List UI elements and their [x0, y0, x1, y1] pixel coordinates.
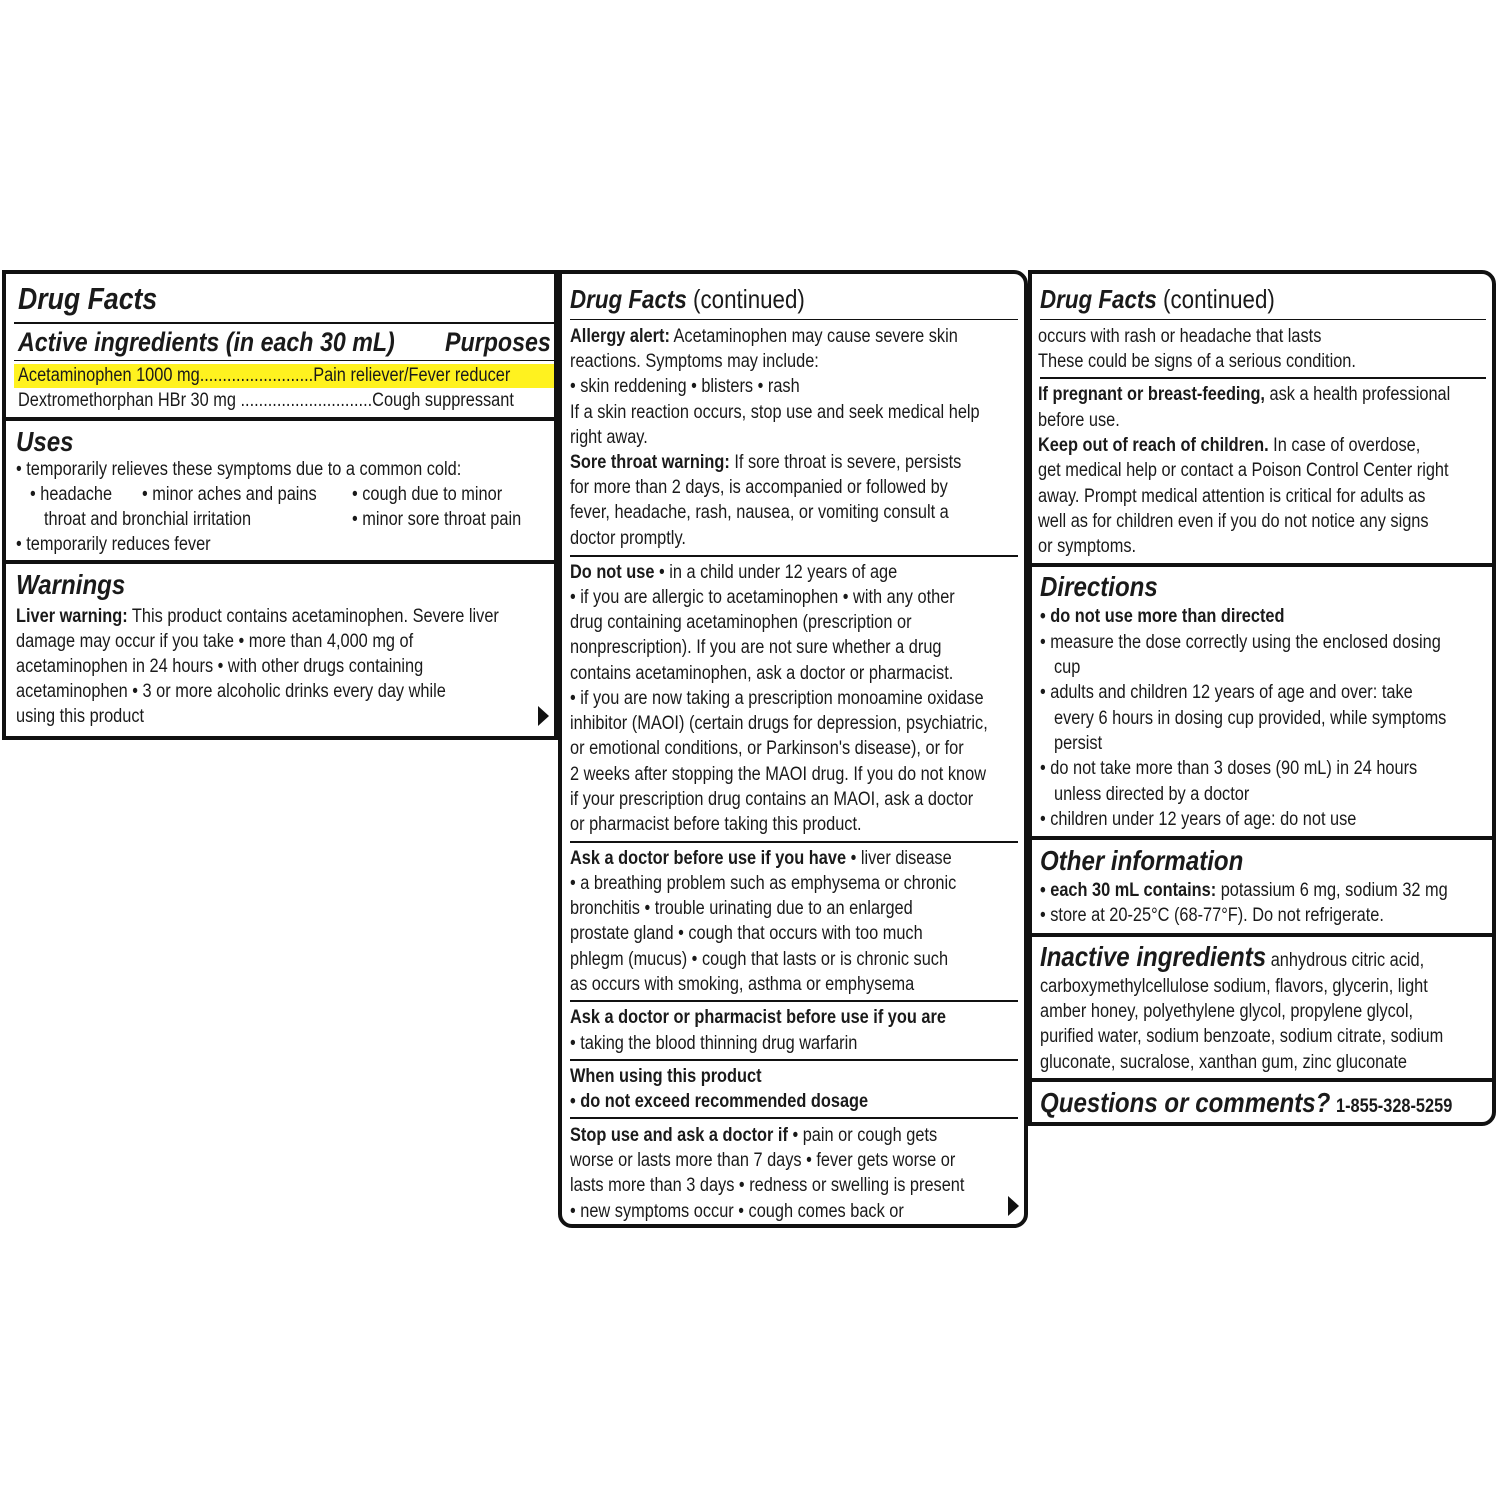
- do-not-use-line: nonprescription). If you are not sure whether a drug: [570, 637, 942, 658]
- stop-use-line: Stop use and ask a doctor if • pain or cough gets: [570, 1125, 938, 1146]
- when-using-line: • do not exceed recommended dosage: [570, 1091, 869, 1112]
- other-information-line: • store at 20-25°C (68-77°F). Do not refrigerate.: [1040, 905, 1384, 926]
- continued-line: These could be signs of a serious condition.: [1038, 351, 1356, 372]
- ask-doctor-line: bronchitis • trouble urinating due to an enlarged: [570, 898, 913, 919]
- stop-use-line: lasts more than 3 days • redness or swelling is present: [570, 1175, 965, 1196]
- liver-warning-line: acetaminophen in 24 hours • with other drugs containing: [16, 656, 424, 677]
- divider: [1040, 377, 1486, 379]
- section-divider: [1032, 1078, 1496, 1082]
- sore-throat-line: Sore throat warning: If sore throat is severe, persists: [570, 452, 962, 473]
- uses-line: • minor aches and pains: [142, 484, 317, 505]
- divider: [570, 555, 1018, 557]
- divider: [570, 1117, 1018, 1119]
- allergy-line: • skin reddening • blisters • rash: [570, 376, 800, 397]
- directions-line: • do not use more than directed: [1040, 606, 1285, 627]
- section-divider: [6, 560, 558, 564]
- ask-doctor-line: • a breathing problem such as emphysema or chronic: [570, 873, 957, 894]
- other-information-line: • each 30 mL contains: potassium 6 mg, sodium 32 mg: [1040, 880, 1448, 901]
- directions-line: cup: [1054, 657, 1081, 678]
- sore-throat-line: doctor promptly.: [570, 528, 686, 549]
- liver-warning-line: damage may occur if you take • more than 4,000 mg of: [16, 631, 414, 652]
- directions-line: every 6 hours in dosing cup provided, while symptoms: [1054, 708, 1447, 729]
- do-not-use-line: or pharmacist before taking this product.: [570, 814, 862, 835]
- do-not-use-line: • if you are allergic to acetaminophen • with any other: [570, 587, 955, 608]
- do-not-use-line: Do not use • in a child under 12 years of age: [570, 562, 898, 583]
- active-ingredients-header: Active ingredients (in each 30 mL): [18, 327, 395, 357]
- divider: [14, 322, 554, 324]
- directions-line: • do not take more than 3 doses (90 mL) in 24 hours: [1040, 758, 1418, 779]
- do-not-use-line: • if you are now taking a prescription monoamine oxidase: [570, 688, 984, 709]
- keep-out-line: get medical help or contact a Poison Control Center right: [1038, 460, 1449, 481]
- section-divider: [1032, 933, 1496, 937]
- inactive-ingredients-line: gluconate, sucralose, xanthan gum, zinc gluconate: [1040, 1052, 1407, 1073]
- drug-facts-panel-3: [1028, 270, 1496, 1126]
- uses-line: • cough due to minor: [352, 484, 503, 505]
- keep-out-line: well as for children even if you do not notice any signs: [1038, 511, 1429, 532]
- pregnant-line: If pregnant or breast-feeding, ask a health professional: [1038, 384, 1451, 405]
- do-not-use-line: drug containing acetaminophen (prescription or: [570, 612, 912, 633]
- inactive-ingredients-line: purified water, sodium benzoate, sodium citrate, sodium: [1040, 1026, 1444, 1047]
- warnings-title: Warnings: [16, 569, 126, 600]
- keep-out-line: away. Prompt medical attention is critical for adults as: [1038, 486, 1426, 507]
- do-not-use-line: 2 weeks after stopping the MAOI drug. If you do not know: [570, 764, 986, 785]
- ask-doctor-line: Ask a doctor before use if you have • liver disease: [570, 848, 952, 869]
- directions-line: • children under 12 years of age: do not use: [1040, 809, 1357, 830]
- stop-use-line: worse or lasts more than 7 days • fever gets worse or: [570, 1150, 956, 1171]
- liver-warning-line: using this product: [16, 706, 145, 727]
- purposes-header: Purposes: [445, 327, 551, 357]
- divider: [570, 841, 1018, 843]
- divider: [570, 319, 1018, 320]
- when-using-label: When using this product: [570, 1066, 762, 1087]
- directions-line: • adults and children 12 years of age and over: take: [1040, 682, 1413, 703]
- inactive-ingredients-line: amber honey, polyethylene glycol, propylene glycol,: [1040, 1001, 1414, 1022]
- allergy-line: reactions. Symptoms may include:: [570, 351, 819, 372]
- do-not-use-line: if your prescription drug contains an MAOI, ask a doctor: [570, 789, 974, 810]
- uses-line: • temporarily reduces fever: [16, 534, 211, 555]
- allergy-line: If a skin reaction occurs, stop use and seek medical help: [570, 402, 980, 423]
- drug-facts-panel-1: [2, 270, 558, 740]
- do-not-use-line: or emotional conditions, or Parkinson's disease), or for: [570, 738, 964, 759]
- section-divider: [1032, 563, 1496, 567]
- divider: [570, 1059, 1018, 1061]
- questions-title: Questions or comments?: [1040, 1087, 1331, 1118]
- ask-doctor-line: prostate gland • cough that occurs with too much: [570, 923, 923, 944]
- uses-line: • headache: [30, 484, 113, 505]
- inactive-ingredients-line: carboxymethylcellulose sodium, flavors, glycerin, light: [1040, 976, 1428, 997]
- liver-warning-line: Liver warning: This product contains acetaminophen. Severe liver: [16, 606, 499, 627]
- pregnant-line: before use.: [1038, 410, 1120, 431]
- panel-title: Drug Facts (continued): [570, 284, 805, 314]
- inactive-ingredients-heading: Inactive ingredients anhydrous citric acid,: [1040, 941, 1425, 972]
- continued-line: occurs with rash or headache that lasts: [1038, 326, 1322, 347]
- uses-title: Uses: [16, 426, 74, 457]
- drug-facts-panel-2: [558, 270, 1028, 1228]
- allergy-line: right away.: [570, 427, 648, 448]
- divider: [1040, 319, 1486, 320]
- divider: [570, 1000, 1018, 1002]
- continue-arrow-icon: [1008, 1196, 1019, 1216]
- directions-title: Directions: [1040, 571, 1158, 602]
- panel-title: Drug Facts: [18, 281, 158, 316]
- section-divider: [6, 417, 558, 421]
- keep-out-line: Keep out of reach of children. In case of overdose,: [1038, 435, 1421, 456]
- divider: [14, 360, 554, 361]
- section-divider: [1032, 836, 1496, 840]
- uses-line: • minor sore throat pain: [352, 509, 522, 530]
- panel-title: Drug Facts (continued): [1040, 284, 1275, 314]
- inactive-ingredients-title: Inactive ingredients: [1040, 941, 1267, 972]
- ingredient-row: Dextromethorphan HBr 30 mg .............................Cough suppressant: [18, 390, 514, 411]
- ask-pharmacist-label: Ask a doctor or pharmacist before use if you are: [570, 1007, 946, 1028]
- uses-line: throat and bronchial irritation: [44, 509, 252, 530]
- continue-arrow-icon: [538, 706, 549, 726]
- sore-throat-line: fever, headache, rash, nausea, or vomiting consult a: [570, 502, 949, 523]
- directions-line: • measure the dose correctly using the enclosed dosing: [1040, 632, 1441, 653]
- keep-out-line: or symptoms.: [1038, 536, 1137, 557]
- other-information-title: Other information: [1040, 845, 1244, 876]
- ask-pharmacist-line: • taking the blood thinning drug warfarin: [570, 1033, 858, 1054]
- ask-doctor-line: phlegm (mucus) • cough that lasts or is chronic such: [570, 949, 949, 970]
- do-not-use-line: contains acetaminophen, ask a doctor or pharmacist.: [570, 663, 954, 684]
- allergy-line: Allergy alert: Acetaminophen may cause severe skin: [570, 326, 958, 347]
- ask-doctor-line: as occurs with smoking, asthma or emphysema: [570, 974, 915, 995]
- directions-line: unless directed by a doctor: [1054, 784, 1250, 805]
- directions-line: persist: [1054, 733, 1103, 754]
- do-not-use-line: inhibitor (MAOI) (certain drugs for depression, psychiatric,: [570, 713, 988, 734]
- stop-use-line: • new symptoms occur • cough comes back or: [570, 1201, 904, 1222]
- uses-line: • temporarily relieves these symptoms due to a common cold:: [16, 459, 462, 480]
- ingredient-row: Acetaminophen 1000 mg.........................Pain reliever/Fever reducer: [18, 365, 511, 386]
- phone-number: 1-855-328-5259: [1336, 1096, 1453, 1117]
- sore-throat-line: for more than 2 days, is accompanied or followed by: [570, 477, 948, 498]
- liver-warning-line: acetaminophen • 3 or more alcoholic drinks every day while: [16, 681, 446, 702]
